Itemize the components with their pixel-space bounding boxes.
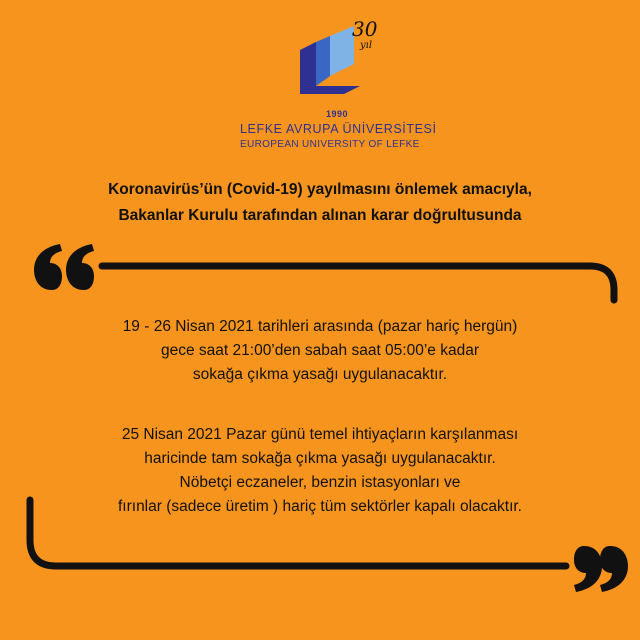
p2-line-2: haricinde tam sokağa çıkma yasağı uygulanacaktır.	[144, 450, 496, 467]
curfew-paragraph-2	[0, 423, 640, 519]
p1-line-2: gece saat 21:00’den sabah saat 05:00’e kadar	[161, 342, 479, 359]
p2-line-4: fırınlar (sadece üretim ) hariç tüm sektörler kapalı olacaktır.	[117, 498, 522, 515]
university-name-tr: LEFKE AVRUPA ÜNİVERSİTESİ	[240, 122, 437, 136]
curfew-paragraph-1	[0, 315, 640, 387]
p1-line-1: 19 - 26 Nisan 2021 tarihleri arasında (pazar hariç hergün)	[122, 318, 518, 335]
p1-line-3: sokağa çıkma yasağı uygulanacaktır.	[192, 366, 448, 383]
p2-line-3: Nöbetçi eczaneler, benzin istasyonları ve	[179, 474, 461, 491]
intro-line-2: Bakanlar Kurulu tarafından alınan karar doğrultusunda	[118, 207, 522, 224]
open-quote-icon	[34, 244, 94, 290]
logo-year: 1990	[326, 109, 349, 119]
logo-anniversary-text: 30	[352, 17, 378, 41]
frame-top-line	[102, 266, 614, 300]
p2-line-1: 25 Nisan 2021 Pazar günü temel ihtiyaçların karşılanması	[121, 426, 519, 443]
university-name-en: EUROPEAN UNIVERSITY OF LEFKE	[240, 139, 420, 150]
svg-text:yıl: yıl	[360, 40, 373, 51]
intro-line-1: Koronavirüs’ün (Covid-19) yayılmasını önlemek amacıyla,	[108, 181, 532, 198]
close-quote-icon	[574, 546, 628, 592]
